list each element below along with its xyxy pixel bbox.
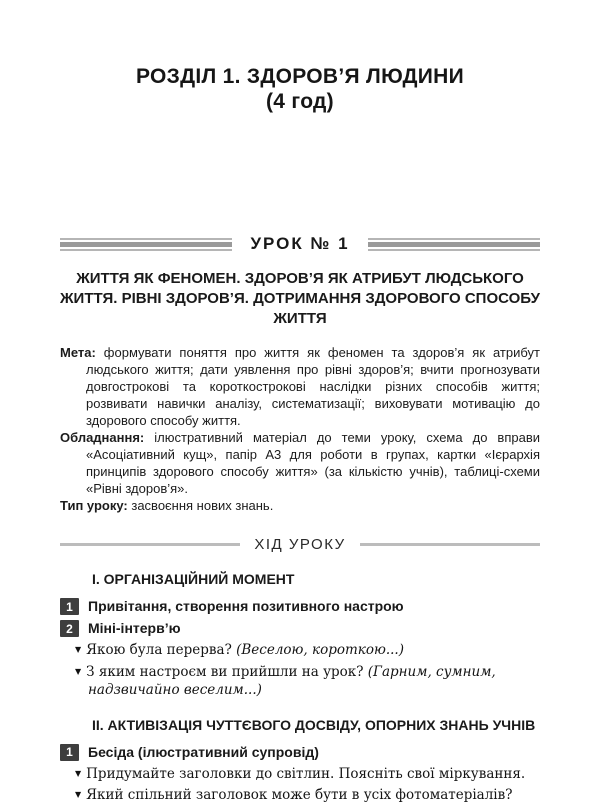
bullet-question: Якою була перерва? bbox=[86, 642, 237, 658]
equipment-text: ілюстративний матеріал до теми уроку, схема до вправи «Асоціативний кущ», папір А3 для роботи в групах, картки «Ієрархія принципів здорового способу життя» (за кількістю учнів), таблиці-схеми «Рівні здоров’я». bbox=[86, 430, 540, 496]
banner-rule-right bbox=[368, 238, 540, 251]
item-number-badge: 2 bbox=[60, 620, 79, 637]
bullet-answer-italic: (Гарним, сумним, надзвичайно веселим...) bbox=[88, 663, 496, 698]
lesson-title: ЖИТТЯ ЯК ФЕНОМЕН. ЗДОРОВ’Я ЯК АТРИБУТ ЛЮДСЬКОГО ЖИТТЯ. РІВНІ ЗДОРОВ’Я. ДОТРИМАННЯ ЗДОРОВОГО СПОСОБУ ЖИТТЯ bbox=[60, 270, 540, 327]
bullet-question: Придумайте заголовки до світлин. Поясніть свої міркування. bbox=[86, 765, 526, 782]
bullet-triangle-icon: ▼ bbox=[75, 768, 82, 778]
numbered-item bbox=[60, 620, 540, 637]
item-number-badge: 1 bbox=[60, 598, 79, 615]
course-banner bbox=[60, 536, 540, 553]
lesson-type-paragraph bbox=[60, 497, 540, 514]
bullet-answer-italic: (Веселою, короткою...) bbox=[236, 642, 404, 658]
bullet-item bbox=[75, 664, 540, 699]
lesson-banner bbox=[60, 234, 540, 254]
item-title: Привітання, створення позитивного настрою bbox=[88, 598, 404, 614]
meta-label: Мета: bbox=[60, 345, 96, 360]
chapter-title-line: РОЗДІЛ 1. ЗДОРОВ’Я ЛЮДИНИ bbox=[135, 65, 465, 88]
lesson-type-label: Тип уроку: bbox=[60, 498, 128, 513]
course-rule-left bbox=[60, 543, 240, 546]
bullet-list bbox=[75, 642, 540, 699]
bullet-item bbox=[75, 787, 540, 806]
bullet-item bbox=[75, 642, 540, 661]
item-title: Бесіда (ілюстративний супровід) bbox=[88, 743, 319, 760]
banner-rule-left bbox=[60, 238, 232, 251]
numbered-item bbox=[60, 598, 540, 615]
chapter-title bbox=[60, 64, 540, 114]
item-title: Міні-інтерв’ю bbox=[88, 620, 181, 636]
lesson-meta-block bbox=[60, 344, 540, 514]
lesson-type-text: засвоєння нових знань. bbox=[127, 498, 274, 513]
section-heading: І. ОРГАНІЗАЦІЙНИЙ МОМЕНТ bbox=[92, 571, 295, 587]
item-number-badge: 1 bbox=[60, 744, 79, 761]
equipment-paragraph bbox=[60, 429, 540, 497]
section-activation bbox=[60, 717, 540, 806]
section-organizational-moment bbox=[60, 571, 540, 699]
bullet-question: З яким настроєм ви прийшли на урок? bbox=[86, 663, 368, 680]
bullet-triangle-icon: ▼ bbox=[75, 666, 82, 676]
numbered-item bbox=[60, 744, 540, 761]
bullet-item bbox=[75, 766, 540, 785]
bullet-triangle-icon: ▼ bbox=[75, 790, 82, 799]
meta-text: формувати поняття про життя як феномен та здоров’я як атрибут людського життя; дати уявлення про рівні здоров’я; вчити прогнозувати довгострокові та короткострокові наслідки різних способів життя; розвивати навички аналізу, систематизації; виховувати мотивацію до здорового способу життя. bbox=[86, 345, 540, 428]
section-heading: ІІ. АКТИВІЗАЦІЯ ЧУТТЄВОГО ДОСВІДУ, ОПОРНИХ ЗНАНЬ УЧНІВ bbox=[92, 716, 536, 733]
equipment-label: Обладнання: bbox=[60, 430, 145, 445]
course-banner-title: ХІД УРОКУ bbox=[254, 536, 346, 553]
bullet-question: Який спільний заголовок може бути в усіх фотоматеріалів? bbox=[86, 787, 513, 803]
lesson-number-title: УРОК № 1 bbox=[250, 234, 350, 253]
meta-paragraph bbox=[60, 344, 540, 429]
chapter-hours: (4 год) bbox=[266, 90, 334, 113]
bullet-triangle-icon: ▼ bbox=[75, 645, 82, 654]
course-rule-right bbox=[360, 543, 540, 546]
